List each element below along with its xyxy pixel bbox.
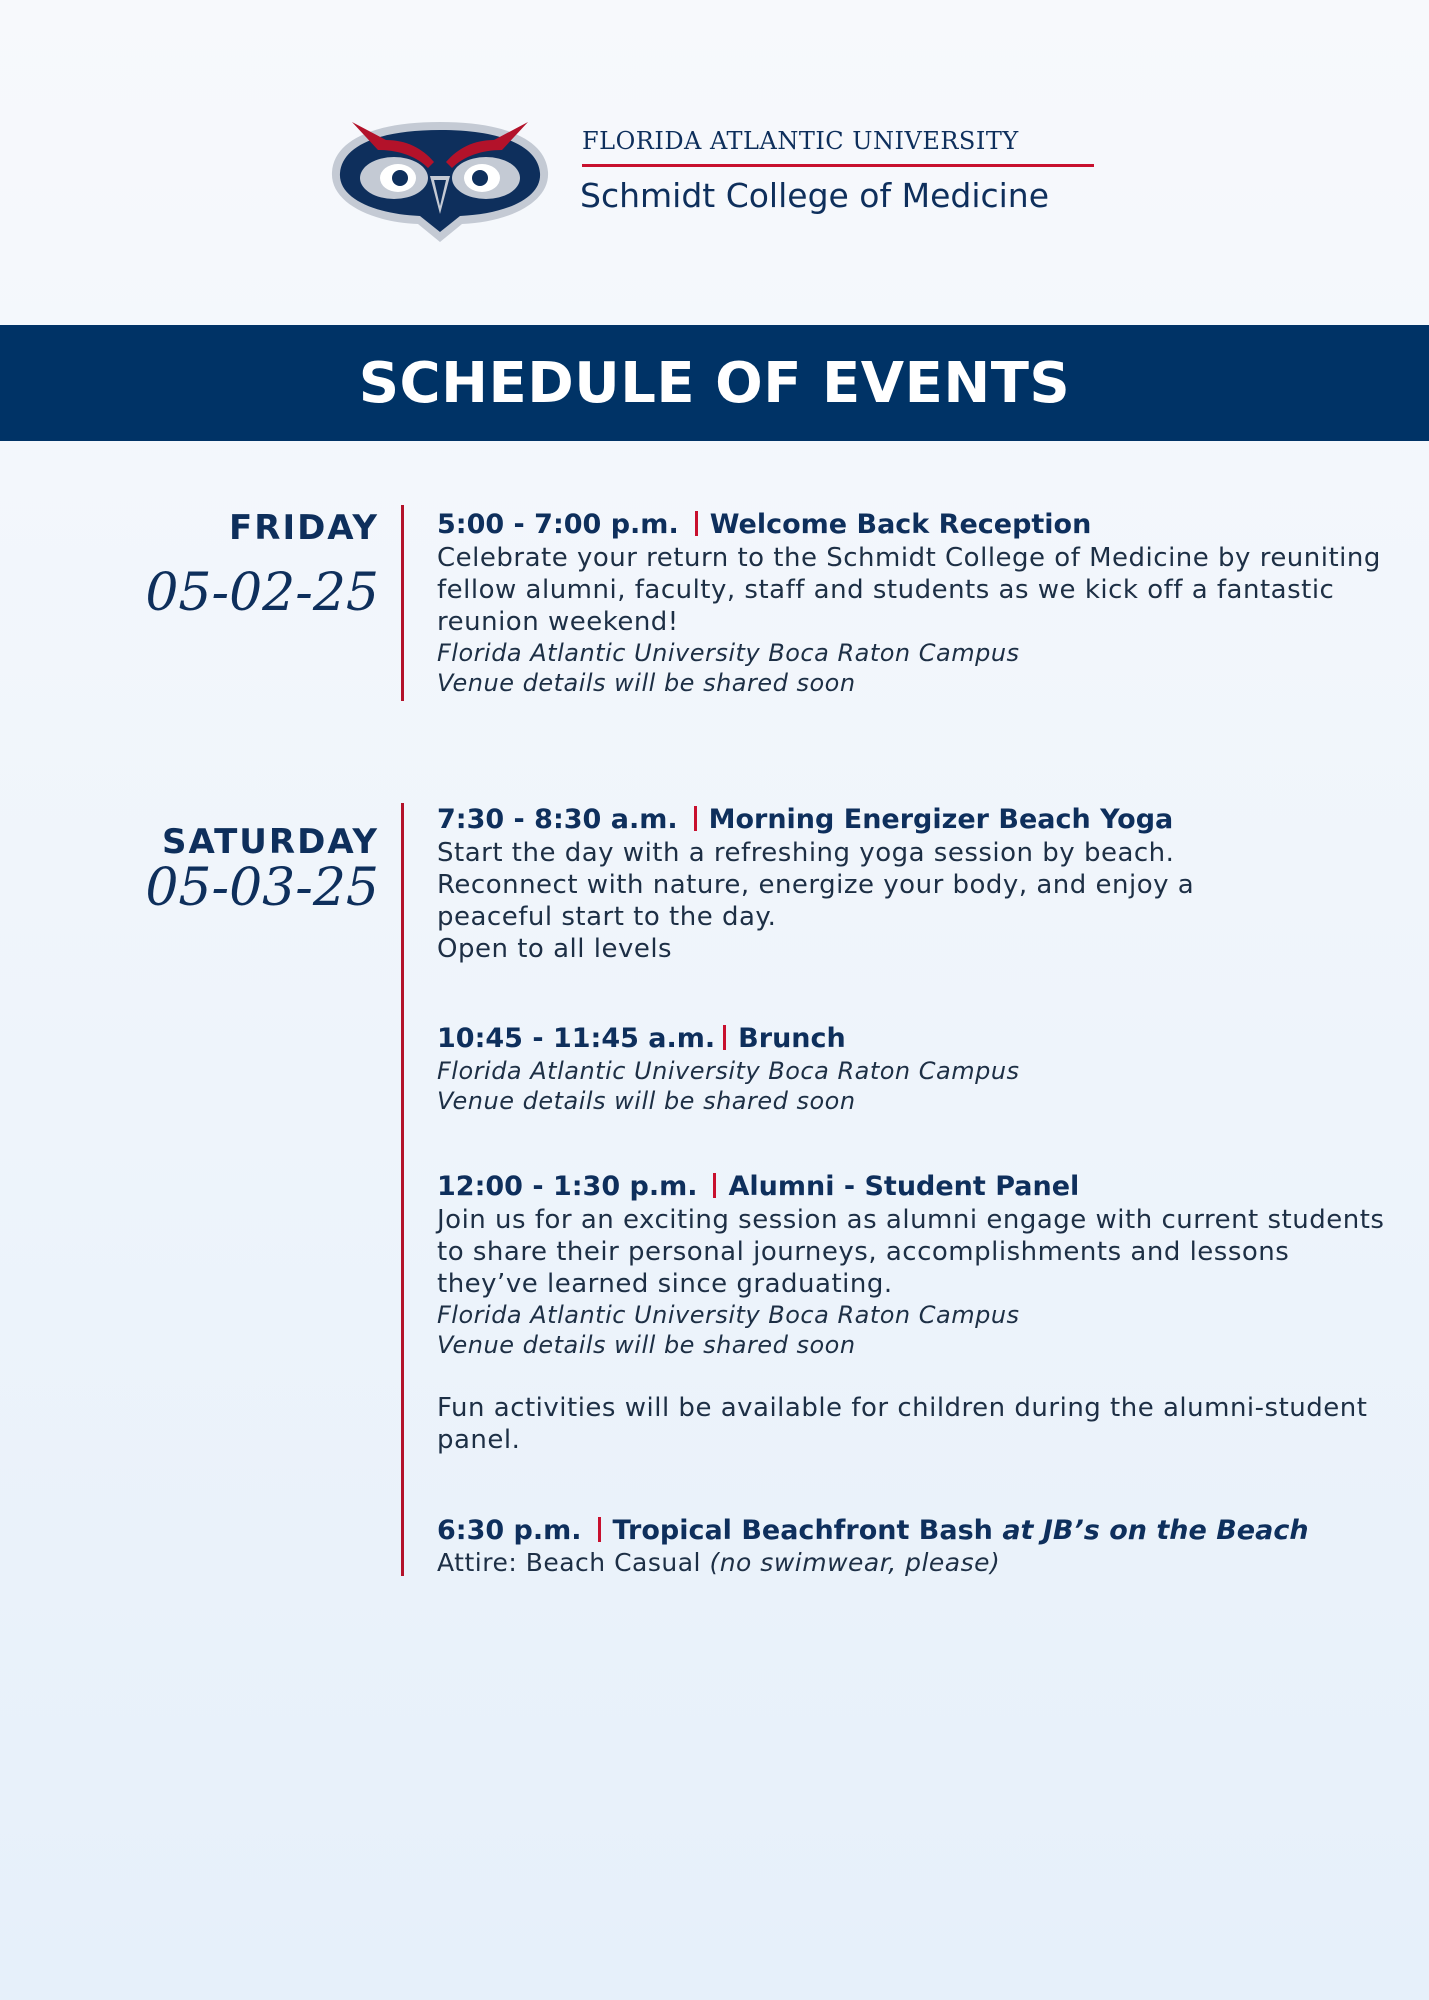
event-location: Florida Atlantic University Boca Raton Campus (437, 639, 1020, 667)
university-name: FLORIDA ATLANTIC UNIVERSITY (582, 127, 1019, 155)
event-title: Welcome Back Reception (709, 509, 1092, 540)
event-alumni-panel (437, 1170, 1397, 1456)
event-title: Tropical Beachfront Bash (612, 1515, 993, 1546)
event-header (437, 1022, 1397, 1056)
event-time: 7:30 - 8:30 a.m. (437, 804, 678, 835)
event-attire (437, 1548, 1397, 1578)
date-saturday: 05-03-25 (145, 858, 379, 918)
separator-bar (723, 1025, 726, 1050)
day-label-saturday: SATURDAY (161, 822, 379, 862)
event-header (437, 1170, 1397, 1204)
date-friday: 05-02-25 (145, 563, 379, 623)
separator-bar (598, 1517, 601, 1542)
event-beach-yoga (437, 803, 1257, 965)
schedule-banner (0, 325, 1429, 441)
event-title: Alumni - Student Panel (728, 1171, 1080, 1202)
separator-bar (695, 511, 698, 536)
event-description: Celebrate your return to the Schmidt College of Medicine by reuniting fellow alumni, faculty, staff and students as we kick off a fantastic reunion weekend! (437, 543, 1381, 637)
event-header (437, 1514, 1397, 1548)
event-time: 10:45 - 11:45 a.m. (437, 1023, 716, 1054)
event-extra-note: Fun activities will be available for children during the alumni-student panel. (437, 1393, 1368, 1455)
event-header (437, 508, 1397, 542)
event-location: Florida Atlantic University Boca Raton Campus (437, 1057, 1020, 1085)
event-venue-note: Venue details will be shared soon (437, 669, 856, 697)
owl-logo-icon (322, 110, 558, 242)
event-description: Start the day with a refreshing yoga session by beach. Reconnect with nature, energize your body, and enjoy a peaceful start to the day. (437, 838, 1195, 932)
logo-divider (582, 164, 1094, 167)
day-label-friday: FRIDAY (229, 508, 379, 548)
event-venue-note: Venue details will be shared soon (437, 1331, 856, 1359)
event-time: 12:00 - 1:30 p.m. (437, 1171, 698, 1202)
page-title: SCHEDULE OF EVENTS (358, 350, 1071, 416)
timeline-line-friday (401, 505, 404, 701)
separator-bar (694, 806, 697, 831)
event-time: 5:00 - 7:00 p.m. (437, 509, 679, 540)
event-welcome-reception (437, 508, 1397, 698)
separator-bar (713, 1173, 716, 1198)
college-name: Schmidt College of Medicine (580, 176, 1050, 215)
event-location: Florida Atlantic University Boca Raton Campus (437, 1301, 1020, 1329)
timeline-line-saturday (401, 803, 404, 1576)
event-header (437, 803, 1257, 837)
event-venue-note: Venue details will be shared soon (437, 1087, 856, 1115)
attire-note: (no swimwear, please) (709, 1548, 1001, 1577)
attire-label: Attire: Beach Casual (437, 1548, 701, 1577)
event-description: Join us for an exciting session as alumni engage with current students to share their personal journeys, accomplishments and lessons they’ve learned since graduating. (437, 1205, 1385, 1299)
event-venue: at JB’s on the Beach (1002, 1515, 1309, 1546)
event-beachfront-bash (437, 1514, 1397, 1578)
event-time: 6:30 p.m. (437, 1515, 582, 1546)
event-title: Brunch (738, 1023, 846, 1054)
event-brunch (437, 1022, 1397, 1116)
event-title: Morning Energizer Beach Yoga (708, 804, 1174, 835)
event-note: Open to all levels (437, 934, 673, 964)
